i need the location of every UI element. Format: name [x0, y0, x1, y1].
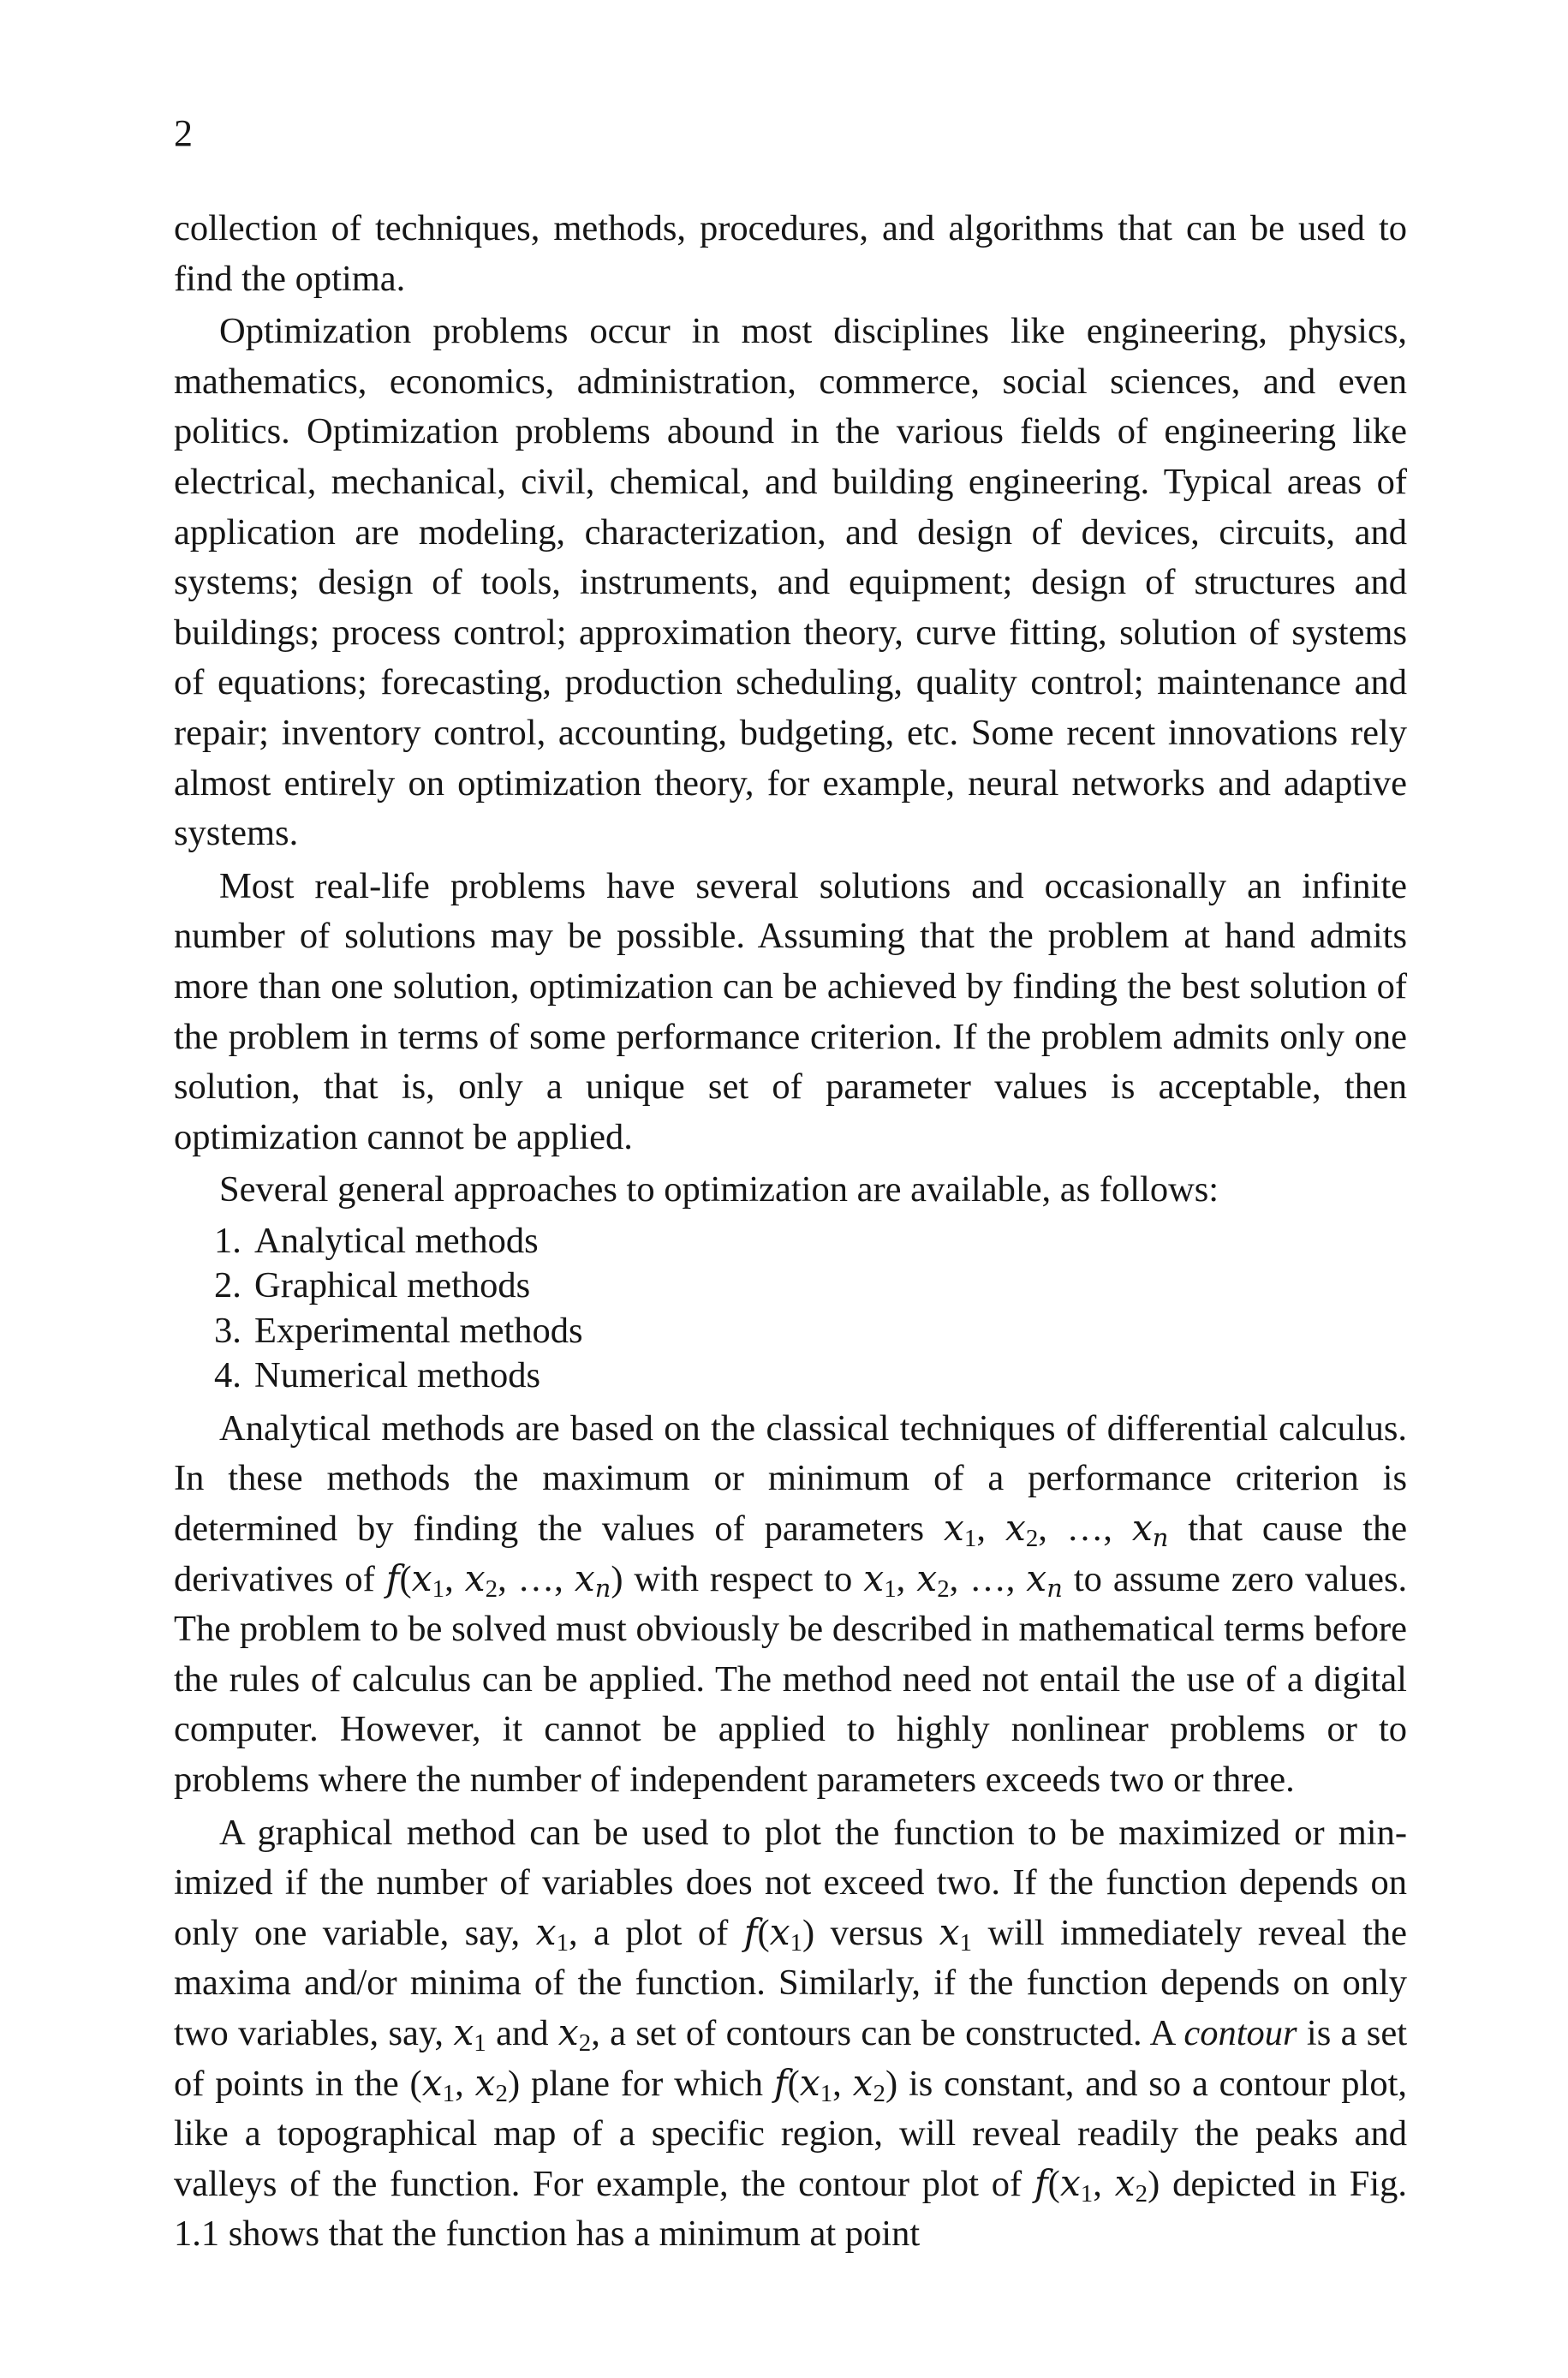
text-segment: and	[496, 2013, 549, 2053]
paragraph-approaches: Several general approaches to optimization are available, as follows:	[219, 1169, 1219, 1210]
math-variable: x	[557, 2012, 579, 2054]
math-variable: x	[863, 1557, 885, 1600]
math-subscript: 2	[873, 2079, 885, 2107]
math-comma: ,	[1093, 2163, 1102, 2204]
list-item	[174, 1219, 1407, 1264]
math-subscript: 1	[790, 1929, 803, 1957]
paragraph-graphical-methods	[174, 1808, 1407, 2260]
math-paren: )	[611, 1558, 623, 1599]
list-item-number: 3.	[214, 1310, 241, 1351]
math-comma: ,	[554, 1558, 563, 1599]
list-item-label: Experimental methods	[254, 1310, 583, 1351]
math-subscript: 2	[578, 2029, 592, 2058]
contour-term: contour	[1183, 2013, 1297, 2053]
math-comma: ,	[976, 1509, 986, 1550]
text-segment: Analytical methods are based on the classical techniques of differential calculus. In these methods the maximum or minimum of a performance criterion is determined by finding the values of parameters	[174, 1407, 1407, 1550]
math-variable: x	[574, 1557, 595, 1600]
math-variable: x	[769, 1911, 790, 1954]
math-paren: )	[885, 2063, 898, 2104]
paragraph-analytical-methods	[174, 1404, 1407, 1806]
list-item-number: 4.	[214, 1355, 241, 1396]
math-variable: x	[1005, 1508, 1026, 1550]
math-subscript: n	[594, 1573, 611, 1603]
paragraph-disciplines: Optimization problems occur in most disciplines like engineering, physics, mathematics, economics, administration, commerce, social sciences, and even politics. Optimization problems abound in the various fields of engineering like electrical, mechanical, civil, chemical, and building engineering. Typical areas of application are modeling, characterization, and design of devices, circuits, and systems; design of tools, instruments, and equipment; design of structures and buildings; process control; approximation theory, curve fitting, solution of systems of equations; forecasting, production scheduling, quality control; maintenance and repair; inventory control, accounting, budgeting, etc. Some recent innovations rely almost entirely on optimization theory, for example, neural networks and adaptive systems.	[174, 311, 1407, 854]
math-variable: x	[1131, 1508, 1153, 1550]
math-subscript: 1	[432, 1574, 445, 1603]
text-segment: , a set of contours can be constructed. A	[591, 2013, 1175, 2053]
text-segment: will immediately reveal the maxima and/or minima of the function. Similarly, if the function depends on only two variables, say,	[174, 1912, 1408, 2053]
math-comma: ,	[1038, 1509, 1047, 1550]
text-segment: with respect to	[634, 1558, 853, 1599]
math-subscript: 1	[442, 2079, 456, 2107]
list-item	[174, 1309, 1407, 1354]
math-comma: ,	[444, 1558, 454, 1599]
math-variable: x	[1026, 1557, 1047, 1600]
math-paren: (	[1047, 2163, 1060, 2204]
math-variable: x	[916, 1557, 938, 1600]
math-subscript: 1	[959, 1929, 973, 1957]
math-subscript: 2	[495, 2079, 508, 2107]
text-segment: A graphical method can be used to plot the function to be maximized or minimized if the number of variables does not exceed two. If the function depends on only one variable, say,	[174, 1812, 1407, 1953]
text-segment: that cause the derivatives of	[174, 1509, 1408, 1599]
math-comma: ,	[1103, 1509, 1112, 1550]
math-ellipsis: …	[1066, 1509, 1104, 1550]
math-comma: ,	[1005, 1558, 1016, 1599]
math-paren: )	[802, 1912, 815, 1953]
math-variable: x	[1114, 2162, 1136, 2205]
math-variable: x	[535, 1911, 557, 1954]
math-ellipsis: …	[969, 1558, 1006, 1599]
math-subscript: 2	[485, 1574, 498, 1603]
math-function: f	[743, 1911, 758, 1954]
math-comma: ,	[455, 2063, 464, 2104]
list-item-number: 2.	[214, 1265, 241, 1306]
text-segment: versus	[830, 1912, 924, 1953]
math-variable: x	[1059, 2162, 1081, 2205]
math-subscript: 1	[556, 1929, 569, 1957]
list-item	[174, 1264, 1407, 1309]
math-function: f	[385, 1557, 400, 1600]
body-text	[174, 204, 1407, 2260]
math-subscript: n	[1046, 1573, 1063, 1603]
math-function: f	[1034, 2162, 1048, 2205]
text-segment: to assume zero values. The problem to be solved must obviously be described in mathematical terms before the rules of calculus can be applied. The method need not entail the use of a digital computer. However, it cannot be applied to highly nonlinear problems or to problems where the number of independent parameters exceeds two or three.	[174, 1558, 1408, 1801]
math-subscript: 1	[963, 1525, 977, 1553]
math-subscript: 1	[820, 2079, 833, 2107]
math-variable: x	[943, 1508, 964, 1550]
math-comma: ,	[832, 2063, 842, 2104]
text-segment: plane for which	[530, 2063, 764, 2104]
math-subscript: 1	[474, 2029, 486, 2058]
text-segment: is a set of points in the	[174, 2013, 1408, 2104]
list-item-label: Graphical methods	[254, 1265, 531, 1306]
list-item-label: Analytical methods	[254, 1220, 539, 1261]
math-subscript: 2	[1135, 2180, 1148, 2208]
approaches-list	[174, 1219, 1407, 1399]
math-subscript: 1	[1080, 2180, 1094, 2208]
math-subscript: n	[1152, 1523, 1169, 1553]
list-item-label: Numerical methods	[254, 1355, 541, 1396]
math-paren: )	[1148, 2163, 1160, 2204]
page-number: 2	[174, 112, 193, 154]
math-variable: x	[411, 1557, 432, 1600]
math-variable: x	[852, 2062, 873, 2105]
math-subscript: 1	[884, 1574, 897, 1603]
math-function: f	[773, 2062, 788, 2105]
math-comma: ,	[498, 1558, 507, 1599]
list-item	[174, 1353, 1407, 1399]
math-paren: (	[787, 2063, 800, 2104]
math-subscript: 2	[937, 1574, 950, 1603]
math-comma: ,	[896, 1558, 906, 1599]
math-variable: x	[939, 1911, 960, 1954]
math-paren: (	[409, 2063, 422, 2104]
math-variable: x	[464, 1557, 486, 1600]
text-segment: is constant, and so a contour plot, like a topographical map of a specific region, will reveal readily the peaks and valleys of the function. For example, the contour plot of	[174, 2063, 1408, 2204]
math-variable: x	[421, 2062, 443, 2105]
text-segment: depicted in Fig. 1.1 shows that the function has a minimum at point	[174, 2163, 1408, 2255]
list-item-number: 1.	[214, 1220, 241, 1261]
paragraph-real-life-problems: Most real-life problems have several solutions and occasionally an infinite number of solutions may be possible. Assuming that the problem at hand admits more than one solution, optimization can be achieved by finding the best solution of the problem in terms of some performance criterion. If the problem admits only one solution, that is, only a unique set of parameter values is acceptable, then optimization cannot be applied.	[174, 865, 1407, 1157]
paragraph-intro-continuation: collection of techniques, methods, procedures, and algorithms that can be used to find the optima.	[174, 208, 1407, 299]
math-paren: (	[757, 1912, 770, 1953]
math-comma: ,	[949, 1558, 959, 1599]
math-variable: x	[474, 2062, 496, 2105]
math-ellipsis: …	[517, 1558, 555, 1599]
math-variable: x	[799, 2062, 820, 2105]
math-paren: (	[399, 1558, 412, 1599]
math-variable: x	[453, 2012, 474, 2054]
text-segment: , a plot of	[569, 1912, 729, 1953]
math-paren: )	[507, 2063, 521, 2104]
math-subscript: 2	[1025, 1525, 1039, 1553]
